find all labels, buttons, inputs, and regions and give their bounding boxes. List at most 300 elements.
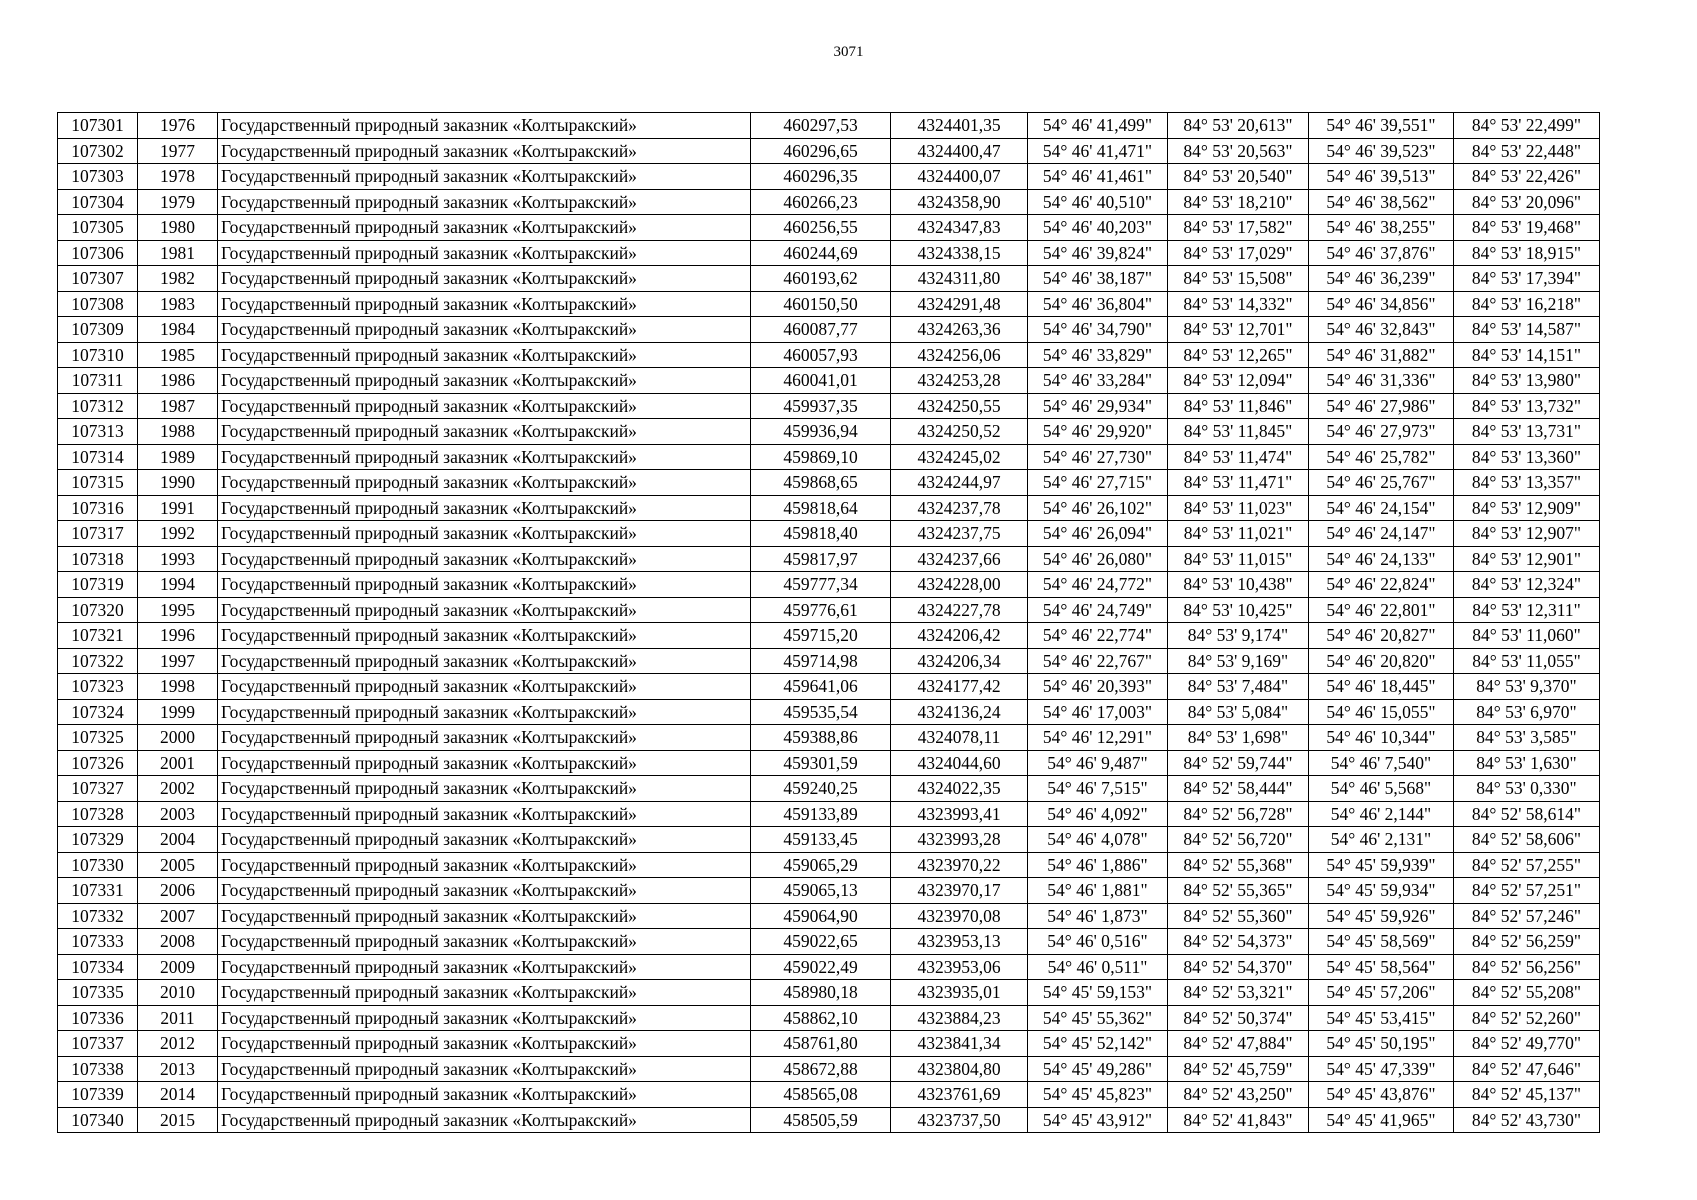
cell-point-number: 1976 xyxy=(138,113,218,139)
cell-x-coordinate: 460244,69 xyxy=(751,240,891,266)
cell-latitude-2: 54° 45' 41,965" xyxy=(1309,1107,1454,1133)
cell-territory-name: Государственный природный заказник «Колтыракский» xyxy=(218,1005,751,1031)
cell-latitude-1: 54° 46' 24,749" xyxy=(1028,597,1168,623)
cell-longitude-2: 84° 53' 22,499" xyxy=(1454,113,1600,139)
cell-row-number: 107320 xyxy=(58,597,138,623)
cell-longitude-2: 84° 52' 43,730" xyxy=(1454,1107,1600,1133)
cell-row-number: 107316 xyxy=(58,495,138,521)
cell-latitude-1: 54° 46' 9,487" xyxy=(1028,750,1168,776)
cell-longitude-2: 84° 53' 12,311" xyxy=(1454,597,1600,623)
cell-longitude-1: 84° 52' 50,374" xyxy=(1168,1005,1309,1031)
cell-latitude-2: 54° 46' 25,782" xyxy=(1309,444,1454,470)
cell-row-number: 107328 xyxy=(58,801,138,827)
table-row xyxy=(58,903,1600,929)
cell-longitude-1: 84° 53' 11,845" xyxy=(1168,419,1309,445)
table-row xyxy=(58,776,1600,802)
cell-latitude-2: 54° 46' 7,540" xyxy=(1309,750,1454,776)
cell-longitude-2: 84° 53' 0,330" xyxy=(1454,776,1600,802)
cell-y-coordinate: 4324338,15 xyxy=(891,240,1028,266)
cell-longitude-2: 84° 52' 45,137" xyxy=(1454,1082,1600,1108)
table-row xyxy=(58,291,1600,317)
cell-row-number: 107332 xyxy=(58,903,138,929)
cell-territory-name: Государственный природный заказник «Колтыракский» xyxy=(218,266,751,292)
cell-longitude-1: 84° 52' 53,321" xyxy=(1168,980,1309,1006)
cell-point-number: 2011 xyxy=(138,1005,218,1031)
cell-latitude-1: 54° 46' 33,284" xyxy=(1028,368,1168,394)
cell-territory-name: Государственный природный заказник «Колтыракский» xyxy=(218,929,751,955)
cell-latitude-1: 54° 46' 1,881" xyxy=(1028,878,1168,904)
cell-y-coordinate: 4324044,60 xyxy=(891,750,1028,776)
cell-x-coordinate: 460087,77 xyxy=(751,317,891,343)
cell-longitude-2: 84° 52' 57,246" xyxy=(1454,903,1600,929)
cell-territory-name: Государственный природный заказник «Колтыракский» xyxy=(218,699,751,725)
cell-row-number: 107303 xyxy=(58,164,138,190)
table-row xyxy=(58,368,1600,394)
cell-longitude-2: 84° 53' 14,587" xyxy=(1454,317,1600,343)
cell-x-coordinate: 459776,61 xyxy=(751,597,891,623)
cell-latitude-1: 54° 46' 27,715" xyxy=(1028,470,1168,496)
cell-latitude-1: 54° 46' 24,772" xyxy=(1028,572,1168,598)
cell-point-number: 1997 xyxy=(138,648,218,674)
cell-point-number: 2000 xyxy=(138,725,218,751)
cell-longitude-2: 84° 53' 13,732" xyxy=(1454,393,1600,419)
cell-longitude-2: 84° 53' 12,324" xyxy=(1454,572,1600,598)
cell-point-number: 1984 xyxy=(138,317,218,343)
table-row xyxy=(58,215,1600,241)
cell-territory-name: Государственный природный заказник «Колтыракский» xyxy=(218,980,751,1006)
cell-longitude-1: 84° 52' 55,360" xyxy=(1168,903,1309,929)
table-row xyxy=(58,342,1600,368)
cell-x-coordinate: 459869,10 xyxy=(751,444,891,470)
cell-y-coordinate: 4323737,50 xyxy=(891,1107,1028,1133)
cell-row-number: 107339 xyxy=(58,1082,138,1108)
cell-latitude-2: 54° 46' 25,767" xyxy=(1309,470,1454,496)
cell-latitude-1: 54° 46' 34,790" xyxy=(1028,317,1168,343)
cell-latitude-2: 54° 45' 50,195" xyxy=(1309,1031,1454,1057)
cell-row-number: 107319 xyxy=(58,572,138,598)
cell-latitude-1: 54° 46' 40,510" xyxy=(1028,189,1168,215)
cell-latitude-2: 54° 46' 24,133" xyxy=(1309,546,1454,572)
cell-territory-name: Государственный природный заказник «Колтыракский» xyxy=(218,597,751,623)
table-row xyxy=(58,801,1600,827)
cell-x-coordinate: 459301,59 xyxy=(751,750,891,776)
cell-x-coordinate: 459535,54 xyxy=(751,699,891,725)
cell-latitude-1: 54° 45' 49,286" xyxy=(1028,1056,1168,1082)
cell-territory-name: Государственный природный заказник «Колтыракский» xyxy=(218,546,751,572)
cell-latitude-1: 54° 45' 59,153" xyxy=(1028,980,1168,1006)
cell-point-number: 2012 xyxy=(138,1031,218,1057)
cell-x-coordinate: 459064,90 xyxy=(751,903,891,929)
table-row xyxy=(58,827,1600,853)
cell-latitude-1: 54° 46' 0,516" xyxy=(1028,929,1168,955)
cell-y-coordinate: 4323993,41 xyxy=(891,801,1028,827)
cell-x-coordinate: 458505,59 xyxy=(751,1107,891,1133)
table-row xyxy=(58,113,1600,139)
cell-x-coordinate: 459868,65 xyxy=(751,470,891,496)
cell-latitude-2: 54° 46' 20,827" xyxy=(1309,623,1454,649)
cell-y-coordinate: 4324136,24 xyxy=(891,699,1028,725)
table-row xyxy=(58,444,1600,470)
cell-point-number: 2010 xyxy=(138,980,218,1006)
cell-latitude-1: 54° 46' 0,511" xyxy=(1028,954,1168,980)
cell-point-number: 2004 xyxy=(138,827,218,853)
cell-row-number: 107308 xyxy=(58,291,138,317)
cell-row-number: 107340 xyxy=(58,1107,138,1133)
cell-longitude-1: 84° 52' 55,365" xyxy=(1168,878,1309,904)
cell-point-number: 1990 xyxy=(138,470,218,496)
cell-point-number: 2014 xyxy=(138,1082,218,1108)
cell-point-number: 1977 xyxy=(138,138,218,164)
cell-territory-name: Государственный природный заказник «Колтыракский» xyxy=(218,801,751,827)
cell-territory-name: Государственный природный заказник «Колтыракский» xyxy=(218,215,751,241)
cell-longitude-2: 84° 53' 12,909" xyxy=(1454,495,1600,521)
cell-y-coordinate: 4324263,36 xyxy=(891,317,1028,343)
cell-point-number: 1981 xyxy=(138,240,218,266)
cell-territory-name: Государственный природный заказник «Колтыракский» xyxy=(218,189,751,215)
cell-latitude-1: 54° 46' 33,829" xyxy=(1028,342,1168,368)
cell-latitude-2: 54° 45' 59,939" xyxy=(1309,852,1454,878)
cell-x-coordinate: 459240,25 xyxy=(751,776,891,802)
cell-row-number: 107307 xyxy=(58,266,138,292)
cell-row-number: 107312 xyxy=(58,393,138,419)
cell-y-coordinate: 4323935,01 xyxy=(891,980,1028,1006)
cell-longitude-1: 84° 52' 58,444" xyxy=(1168,776,1309,802)
cell-y-coordinate: 4324311,80 xyxy=(891,266,1028,292)
cell-territory-name: Государственный природный заказник «Колтыракский» xyxy=(218,444,751,470)
cell-longitude-1: 84° 53' 12,701" xyxy=(1168,317,1309,343)
table-row xyxy=(58,1082,1600,1108)
cell-territory-name: Государственный природный заказник «Колтыракский» xyxy=(218,342,751,368)
cell-x-coordinate: 460296,65 xyxy=(751,138,891,164)
cell-territory-name: Государственный природный заказник «Колтыракский» xyxy=(218,1031,751,1057)
cell-territory-name: Государственный природный заказник «Колтыракский» xyxy=(218,521,751,547)
cell-row-number: 107314 xyxy=(58,444,138,470)
cell-longitude-2: 84° 53' 22,426" xyxy=(1454,164,1600,190)
table-row xyxy=(58,1107,1600,1133)
cell-latitude-1: 54° 46' 39,824" xyxy=(1028,240,1168,266)
cell-latitude-2: 54° 46' 39,513" xyxy=(1309,164,1454,190)
cell-latitude-1: 54° 46' 1,886" xyxy=(1028,852,1168,878)
cell-x-coordinate: 460266,23 xyxy=(751,189,891,215)
table-row xyxy=(58,495,1600,521)
cell-point-number: 1979 xyxy=(138,189,218,215)
table-row xyxy=(58,470,1600,496)
cell-longitude-2: 84° 52' 52,260" xyxy=(1454,1005,1600,1031)
cell-territory-name: Государственный природный заказник «Колтыракский» xyxy=(218,113,751,139)
cell-point-number: 2003 xyxy=(138,801,218,827)
cell-longitude-2: 84° 52' 58,606" xyxy=(1454,827,1600,853)
cell-x-coordinate: 459818,64 xyxy=(751,495,891,521)
cell-x-coordinate: 460041,01 xyxy=(751,368,891,394)
cell-territory-name: Государственный природный заказник «Колтыракский» xyxy=(218,317,751,343)
cell-latitude-1: 54° 46' 27,730" xyxy=(1028,444,1168,470)
cell-point-number: 2007 xyxy=(138,903,218,929)
cell-x-coordinate: 458565,08 xyxy=(751,1082,891,1108)
cell-longitude-2: 84° 53' 22,448" xyxy=(1454,138,1600,164)
table-row xyxy=(58,1056,1600,1082)
cell-point-number: 1993 xyxy=(138,546,218,572)
cell-latitude-1: 54° 46' 12,291" xyxy=(1028,725,1168,751)
cell-longitude-1: 84° 52' 41,843" xyxy=(1168,1107,1309,1133)
cell-y-coordinate: 4324078,11 xyxy=(891,725,1028,751)
cell-latitude-2: 54° 45' 58,569" xyxy=(1309,929,1454,955)
cell-latitude-2: 54° 46' 36,239" xyxy=(1309,266,1454,292)
cell-longitude-1: 84° 53' 17,582" xyxy=(1168,215,1309,241)
table-row xyxy=(58,521,1600,547)
cell-territory-name: Государственный природный заказник «Колтыракский» xyxy=(218,393,751,419)
cell-longitude-2: 84° 53' 14,151" xyxy=(1454,342,1600,368)
cell-territory-name: Государственный природный заказник «Колтыракский» xyxy=(218,674,751,700)
cell-longitude-2: 84° 53' 1,630" xyxy=(1454,750,1600,776)
cell-x-coordinate: 459388,86 xyxy=(751,725,891,751)
table-row xyxy=(58,240,1600,266)
cell-latitude-1: 54° 46' 29,934" xyxy=(1028,393,1168,419)
cell-latitude-2: 54° 45' 43,876" xyxy=(1309,1082,1454,1108)
table-row xyxy=(58,725,1600,751)
cell-territory-name: Государственный природный заказник «Колтыракский» xyxy=(218,138,751,164)
cell-latitude-2: 54° 46' 38,255" xyxy=(1309,215,1454,241)
cell-longitude-2: 84° 52' 57,255" xyxy=(1454,852,1600,878)
cell-latitude-1: 54° 46' 41,471" xyxy=(1028,138,1168,164)
cell-longitude-1: 84° 53' 20,563" xyxy=(1168,138,1309,164)
cell-longitude-2: 84° 53' 13,980" xyxy=(1454,368,1600,394)
cell-row-number: 107309 xyxy=(58,317,138,343)
cell-point-number: 2002 xyxy=(138,776,218,802)
cell-x-coordinate: 459817,97 xyxy=(751,546,891,572)
cell-latitude-2: 54° 45' 57,206" xyxy=(1309,980,1454,1006)
table-row xyxy=(58,750,1600,776)
cell-longitude-1: 84° 52' 55,368" xyxy=(1168,852,1309,878)
cell-latitude-2: 54° 45' 59,934" xyxy=(1309,878,1454,904)
cell-y-coordinate: 4323841,34 xyxy=(891,1031,1028,1057)
cell-row-number: 107313 xyxy=(58,419,138,445)
table-row xyxy=(58,393,1600,419)
cell-point-number: 1986 xyxy=(138,368,218,394)
cell-point-number: 1995 xyxy=(138,597,218,623)
cell-y-coordinate: 4324177,42 xyxy=(891,674,1028,700)
cell-point-number: 1999 xyxy=(138,699,218,725)
cell-y-coordinate: 4324400,47 xyxy=(891,138,1028,164)
table-row xyxy=(58,878,1600,904)
cell-territory-name: Государственный природный заказник «Колтыракский» xyxy=(218,852,751,878)
cell-territory-name: Государственный природный заказник «Колтыракский» xyxy=(218,1107,751,1133)
cell-x-coordinate: 459065,29 xyxy=(751,852,891,878)
cell-y-coordinate: 4324227,78 xyxy=(891,597,1028,623)
cell-y-coordinate: 4323993,28 xyxy=(891,827,1028,853)
cell-point-number: 1989 xyxy=(138,444,218,470)
cell-longitude-1: 84° 53' 5,084" xyxy=(1168,699,1309,725)
cell-point-number: 1988 xyxy=(138,419,218,445)
table-row xyxy=(58,1005,1600,1031)
cell-x-coordinate: 460150,50 xyxy=(751,291,891,317)
cell-latitude-2: 54° 45' 58,564" xyxy=(1309,954,1454,980)
cell-longitude-2: 84° 53' 19,468" xyxy=(1454,215,1600,241)
table-row xyxy=(58,954,1600,980)
cell-latitude-2: 54° 46' 22,824" xyxy=(1309,572,1454,598)
cell-row-number: 107323 xyxy=(58,674,138,700)
cell-y-coordinate: 4324253,28 xyxy=(891,368,1028,394)
cell-latitude-1: 54° 45' 52,142" xyxy=(1028,1031,1168,1057)
cell-latitude-1: 54° 46' 4,092" xyxy=(1028,801,1168,827)
cell-row-number: 107326 xyxy=(58,750,138,776)
cell-row-number: 107337 xyxy=(58,1031,138,1057)
table-row xyxy=(58,419,1600,445)
cell-latitude-2: 54° 46' 15,055" xyxy=(1309,699,1454,725)
table-body xyxy=(58,113,1600,1133)
cell-x-coordinate: 459022,49 xyxy=(751,954,891,980)
cell-latitude-2: 54° 45' 47,339" xyxy=(1309,1056,1454,1082)
cell-y-coordinate: 4324206,42 xyxy=(891,623,1028,649)
cell-point-number: 1985 xyxy=(138,342,218,368)
cell-longitude-1: 84° 52' 45,759" xyxy=(1168,1056,1309,1082)
cell-y-coordinate: 4324256,06 xyxy=(891,342,1028,368)
cell-row-number: 107322 xyxy=(58,648,138,674)
cell-x-coordinate: 458862,10 xyxy=(751,1005,891,1031)
cell-point-number: 1991 xyxy=(138,495,218,521)
cell-longitude-1: 84° 53' 17,029" xyxy=(1168,240,1309,266)
cell-longitude-1: 84° 52' 59,744" xyxy=(1168,750,1309,776)
cell-point-number: 2013 xyxy=(138,1056,218,1082)
cell-y-coordinate: 4324022,35 xyxy=(891,776,1028,802)
cell-point-number: 1987 xyxy=(138,393,218,419)
table-row xyxy=(58,546,1600,572)
cell-latitude-2: 54° 46' 37,876" xyxy=(1309,240,1454,266)
cell-longitude-1: 84° 53' 12,265" xyxy=(1168,342,1309,368)
cell-longitude-2: 84° 53' 16,218" xyxy=(1454,291,1600,317)
cell-latitude-1: 54° 46' 22,774" xyxy=(1028,623,1168,649)
cell-row-number: 107310 xyxy=(58,342,138,368)
cell-longitude-2: 84° 53' 20,096" xyxy=(1454,189,1600,215)
cell-longitude-1: 84° 53' 15,508" xyxy=(1168,266,1309,292)
cell-row-number: 107317 xyxy=(58,521,138,547)
cell-row-number: 107304 xyxy=(58,189,138,215)
cell-row-number: 107321 xyxy=(58,623,138,649)
cell-row-number: 107324 xyxy=(58,699,138,725)
cell-y-coordinate: 4324244,97 xyxy=(891,470,1028,496)
cell-territory-name: Государственный природный заказник «Колтыракский» xyxy=(218,572,751,598)
cell-longitude-1: 84° 52' 54,370" xyxy=(1168,954,1309,980)
cell-longitude-1: 84° 53' 20,540" xyxy=(1168,164,1309,190)
table-row xyxy=(58,266,1600,292)
cell-latitude-1: 54° 45' 55,362" xyxy=(1028,1005,1168,1031)
cell-x-coordinate: 459022,65 xyxy=(751,929,891,955)
cell-longitude-1: 84° 53' 18,210" xyxy=(1168,189,1309,215)
cell-longitude-1: 84° 53' 14,332" xyxy=(1168,291,1309,317)
cell-latitude-2: 54° 46' 10,344" xyxy=(1309,725,1454,751)
cell-x-coordinate: 459641,06 xyxy=(751,674,891,700)
cell-latitude-2: 54° 46' 24,154" xyxy=(1309,495,1454,521)
cell-x-coordinate: 458980,18 xyxy=(751,980,891,1006)
cell-latitude-2: 54° 46' 24,147" xyxy=(1309,521,1454,547)
cell-latitude-1: 54° 46' 40,203" xyxy=(1028,215,1168,241)
cell-latitude-1: 54° 45' 45,823" xyxy=(1028,1082,1168,1108)
cell-longitude-2: 84° 53' 9,370" xyxy=(1454,674,1600,700)
cell-y-coordinate: 4324237,66 xyxy=(891,546,1028,572)
cell-row-number: 107338 xyxy=(58,1056,138,1082)
cell-longitude-1: 84° 53' 10,425" xyxy=(1168,597,1309,623)
cell-latitude-2: 54° 46' 31,336" xyxy=(1309,368,1454,394)
table-row xyxy=(58,572,1600,598)
cell-latitude-1: 54° 46' 22,767" xyxy=(1028,648,1168,674)
cell-y-coordinate: 4323761,69 xyxy=(891,1082,1028,1108)
cell-latitude-1: 54° 46' 4,078" xyxy=(1028,827,1168,853)
cell-latitude-1: 54° 46' 1,873" xyxy=(1028,903,1168,929)
cell-longitude-2: 84° 52' 56,256" xyxy=(1454,954,1600,980)
cell-y-coordinate: 4323970,08 xyxy=(891,903,1028,929)
cell-y-coordinate: 4324237,78 xyxy=(891,495,1028,521)
cell-latitude-2: 54° 45' 59,926" xyxy=(1309,903,1454,929)
table-row xyxy=(58,929,1600,955)
cell-x-coordinate: 459777,34 xyxy=(751,572,891,598)
cell-territory-name: Государственный природный заказник «Колтыракский» xyxy=(218,725,751,751)
cell-row-number: 107336 xyxy=(58,1005,138,1031)
cell-y-coordinate: 4323970,17 xyxy=(891,878,1028,904)
cell-row-number: 107315 xyxy=(58,470,138,496)
cell-latitude-2: 54° 46' 22,801" xyxy=(1309,597,1454,623)
cell-territory-name: Государственный природный заказник «Колтыракский» xyxy=(218,827,751,853)
cell-y-coordinate: 4323804,80 xyxy=(891,1056,1028,1082)
cell-x-coordinate: 460057,93 xyxy=(751,342,891,368)
table-row xyxy=(58,699,1600,725)
cell-territory-name: Государственный природный заказник «Колтыракский» xyxy=(218,954,751,980)
cell-longitude-1: 84° 53' 11,471" xyxy=(1168,470,1309,496)
cell-row-number: 107318 xyxy=(58,546,138,572)
cell-x-coordinate: 460193,62 xyxy=(751,266,891,292)
cell-x-coordinate: 460256,55 xyxy=(751,215,891,241)
cell-territory-name: Государственный природный заказник «Колтыракский» xyxy=(218,1082,751,1108)
cell-y-coordinate: 4323953,06 xyxy=(891,954,1028,980)
cell-point-number: 2015 xyxy=(138,1107,218,1133)
cell-y-coordinate: 4324237,75 xyxy=(891,521,1028,547)
cell-point-number: 2008 xyxy=(138,929,218,955)
cell-latitude-1: 54° 46' 29,920" xyxy=(1028,419,1168,445)
cell-latitude-2: 54° 46' 34,856" xyxy=(1309,291,1454,317)
table-row xyxy=(58,189,1600,215)
cell-longitude-2: 84° 52' 58,614" xyxy=(1454,801,1600,827)
cell-y-coordinate: 4324250,52 xyxy=(891,419,1028,445)
cell-latitude-1: 54° 46' 7,515" xyxy=(1028,776,1168,802)
cell-longitude-2: 84° 53' 3,585" xyxy=(1454,725,1600,751)
cell-latitude-1: 54° 46' 41,499" xyxy=(1028,113,1168,139)
cell-x-coordinate: 459065,13 xyxy=(751,878,891,904)
cell-territory-name: Государственный природный заказник «Колтыракский» xyxy=(218,419,751,445)
table-row xyxy=(58,623,1600,649)
cell-row-number: 107301 xyxy=(58,113,138,139)
cell-row-number: 107331 xyxy=(58,878,138,904)
cell-territory-name: Государственный природный заказник «Колтыракский» xyxy=(218,291,751,317)
cell-longitude-1: 84° 53' 11,846" xyxy=(1168,393,1309,419)
cell-territory-name: Государственный природный заказник «Колтыракский» xyxy=(218,240,751,266)
cell-y-coordinate: 4324228,00 xyxy=(891,572,1028,598)
cell-longitude-2: 84° 52' 55,208" xyxy=(1454,980,1600,1006)
cell-point-number: 1978 xyxy=(138,164,218,190)
cell-latitude-1: 54° 46' 38,187" xyxy=(1028,266,1168,292)
cell-longitude-1: 84° 53' 12,094" xyxy=(1168,368,1309,394)
cell-y-coordinate: 4324401,35 xyxy=(891,113,1028,139)
cell-territory-name: Государственный природный заказник «Колтыракский» xyxy=(218,903,751,929)
cell-point-number: 1983 xyxy=(138,291,218,317)
cell-point-number: 2001 xyxy=(138,750,218,776)
cell-latitude-2: 54° 46' 39,523" xyxy=(1309,138,1454,164)
cell-row-number: 107333 xyxy=(58,929,138,955)
cell-point-number: 1992 xyxy=(138,521,218,547)
cell-longitude-2: 84° 53' 13,360" xyxy=(1454,444,1600,470)
cell-longitude-1: 84° 52' 54,373" xyxy=(1168,929,1309,955)
cell-y-coordinate: 4324206,34 xyxy=(891,648,1028,674)
cell-y-coordinate: 4324291,48 xyxy=(891,291,1028,317)
cell-y-coordinate: 4324347,83 xyxy=(891,215,1028,241)
cell-latitude-1: 54° 46' 26,080" xyxy=(1028,546,1168,572)
